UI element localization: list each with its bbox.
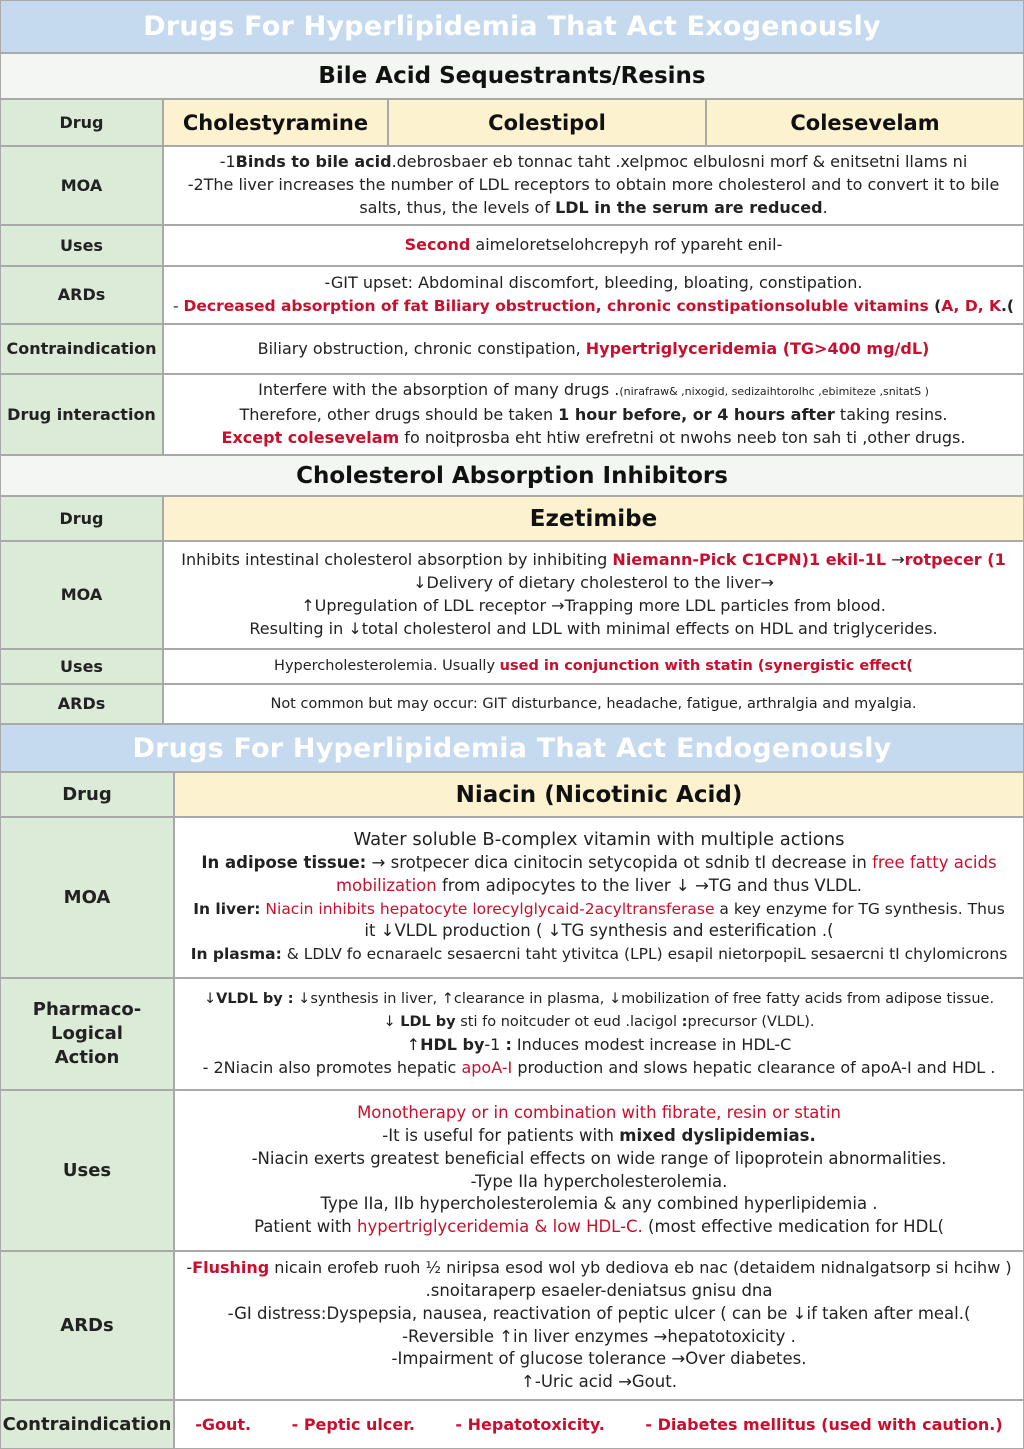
niacin-ards-label: ARDs [0, 1251, 174, 1400]
contraindication-hepatotoxicity: - Hepatotoxicity. [455, 1415, 605, 1434]
contraindication-diabetes: - Diabetes mellitus (used with caution.) [645, 1415, 1003, 1434]
drug-cholestyramine: Cholestyramine [163, 99, 388, 146]
chol-drug-label: Drug [0, 496, 163, 541]
chol-uses-text: Hypercholesterolemia. Usually used in conjunction with statin (synergistic effect( [163, 649, 1024, 684]
niacin-moa-label: MOA [0, 817, 174, 978]
niacin-contraindication-list [174, 1400, 1024, 1449]
niacin-ards-text: -Flushing nicain erofeb ruoh ½ niripsa esod wol yb dediova eb nac (detaidem nidnalgatsorp si hcihw ) .snoitaraperp esaeler-deniatsus gnisu dna -GI distress:Dyspepsia, nausea, reactivation of peptic ulcer ( can be ↓if taken after meal.( -Reversible ↑in liver enzymes →hepatotoxicity . -Impairment of glucose tolerance →Over diabetes. ↑-Uric acid →Gout. [174, 1251, 1024, 1400]
chol-uses-label: Uses [0, 649, 163, 684]
bile-drug-label: Drug [0, 99, 163, 146]
drug-ezetimibe: Ezetimibe [163, 496, 1024, 541]
bile-uses-label: Uses [0, 225, 163, 266]
chol-moa-text: Inhibits intestinal cholesterol absorption by inhibiting Niemann-Pick C1CPN)1 ekil-1L →rotpecer (1 ↓Delivery of dietary cholesterol to the liver→ ↑Upregulation of LDL receptor →Trapping more LDL particles from blood. Resulting in ↓total cholesterol and LDL with minimal effects on HDL and triglycerides. [163, 541, 1024, 649]
bile-moa-text: -1Binds to bile acid.debrosbaer eb tonnac taht .xelpmoc elbulosni morf & enitsetni llams ni -2The liver increases the number of LDL receptors to obtain more cholesterol and to convert it to bile salts, thus, the levels of LDL in the serum are reduced. [163, 146, 1024, 225]
niacin-pharmacological-action-label: Pharmaco- Logical Action [0, 978, 174, 1090]
drug-colesevelam: Colesevelam [706, 99, 1024, 146]
bile-ards-text: -GIT upset: Abdominal discomfort, bleeding, bloating, constipation. - Decreased absorption of fat Biliary obstruction, chronic constipationsoluble vitamins (A, D, K.( [163, 266, 1024, 324]
contraindication-gout: -Gout. [195, 1415, 252, 1434]
bile-drug-interaction-text: Interfere with the absorption of many drugs .(nirafraw& ,nixogid, sedizaihtorolhc ,ebimiteze ,snitatS ) Therefore, other drugs should be taken 1 hour before, or 4 hours after taking resins. Except colesevelam fo noitprosba eht htiw erefretni ot nwohs neeb ton sah ti ,other drugs. [163, 374, 1024, 455]
niacin-uses-text: Monotherapy or in combination with fibrate, resin or statin -It is useful for patients with mixed dyslipidemias. -Niacin exerts greatest beneficial effects on wide range of lipoprotein abnormalities. -Type IIa hypercholesterolemia. Type IIa, IIb hypercholesterolemia & any combined hyperlipidemia . Patient with hypertriglyceridemia & low HDL-C. (most effective medication for HDL( [174, 1090, 1024, 1251]
contraindication-peptic-ulcer: - Peptic ulcer. [291, 1415, 415, 1434]
bile-uses-text: Second aimeloretselohcrepyh rof ypareht enil- [163, 225, 1024, 266]
niacin-drug-label: Drug [0, 772, 174, 817]
chol-ards-label: ARDs [0, 684, 163, 724]
niacin-contraindication-label: Contraindication [0, 1400, 174, 1449]
bile-contraindication-text: Biliary obstruction, chronic constipation, Hypertriglyceridemia (TG>400 mg/dL) [163, 324, 1024, 374]
bile-acid-sequestrants-title: Bile Acid Sequestrants/Resins [0, 53, 1024, 99]
endogenous-section-title: Drugs For Hyperlipidemia That Act Endogenously [0, 724, 1024, 772]
niacin-moa-text: Water soluble B-complex vitamin with multiple actions In adipose tissue: → srotpecer dica cinitocin setycopida ot sdnib tI decrease in free fatty acids mobilization from adipocytes to the liver ↓ →TG and thus VLDL. In liver: Niacin inhibits hepatocyte lorecylglycaid-2acyltransferase a key enzyme for TG synthesis. Thus it ↓VLDL production ( ↓TG synthesis and esterification .( In plasma: & LDLV fo ecnaraelc sesaercni taht ytivitca (LPL) esapil nietorpopiL sesaercni tI chylomicrons [174, 817, 1024, 978]
cholesterol-absorption-inhibitors-title: Cholesterol Absorption Inhibitors [0, 455, 1024, 496]
niacin-pharmacological-action-text: ↓VLDL by : ↓synthesis in liver, ↑clearance in plasma, ↓mobilization of free fatty acids from adipose tissue. ↓ LDL by sti fo noitcuder ot eud .lacigol :precursor (VLDL). ↑HDL by-1 : Induces modest increase in HDL-C - 2Niacin also promotes hepatic apoA-I production and slows hepatic clearance of apoA-I and HDL . [174, 978, 1024, 1090]
exogenous-section-title: Drugs For Hyperlipidemia That Act Exogenously [0, 0, 1024, 53]
bile-drug-interaction-label: Drug interaction [0, 374, 163, 455]
bile-ards-label: ARDs [0, 266, 163, 324]
chol-moa-label: MOA [0, 541, 163, 649]
bile-contraindication-label: Contraindication [0, 324, 163, 374]
chol-ards-text: Not common but may occur: GIT disturbance, headache, fatigue, arthralgia and myalgia. [163, 684, 1024, 724]
bile-moa-label: MOA [0, 146, 163, 225]
niacin-uses-label: Uses [0, 1090, 174, 1251]
drug-colestipol: Colestipol [388, 99, 706, 146]
drug-niacin: Niacin (Nicotinic Acid) [174, 772, 1024, 817]
